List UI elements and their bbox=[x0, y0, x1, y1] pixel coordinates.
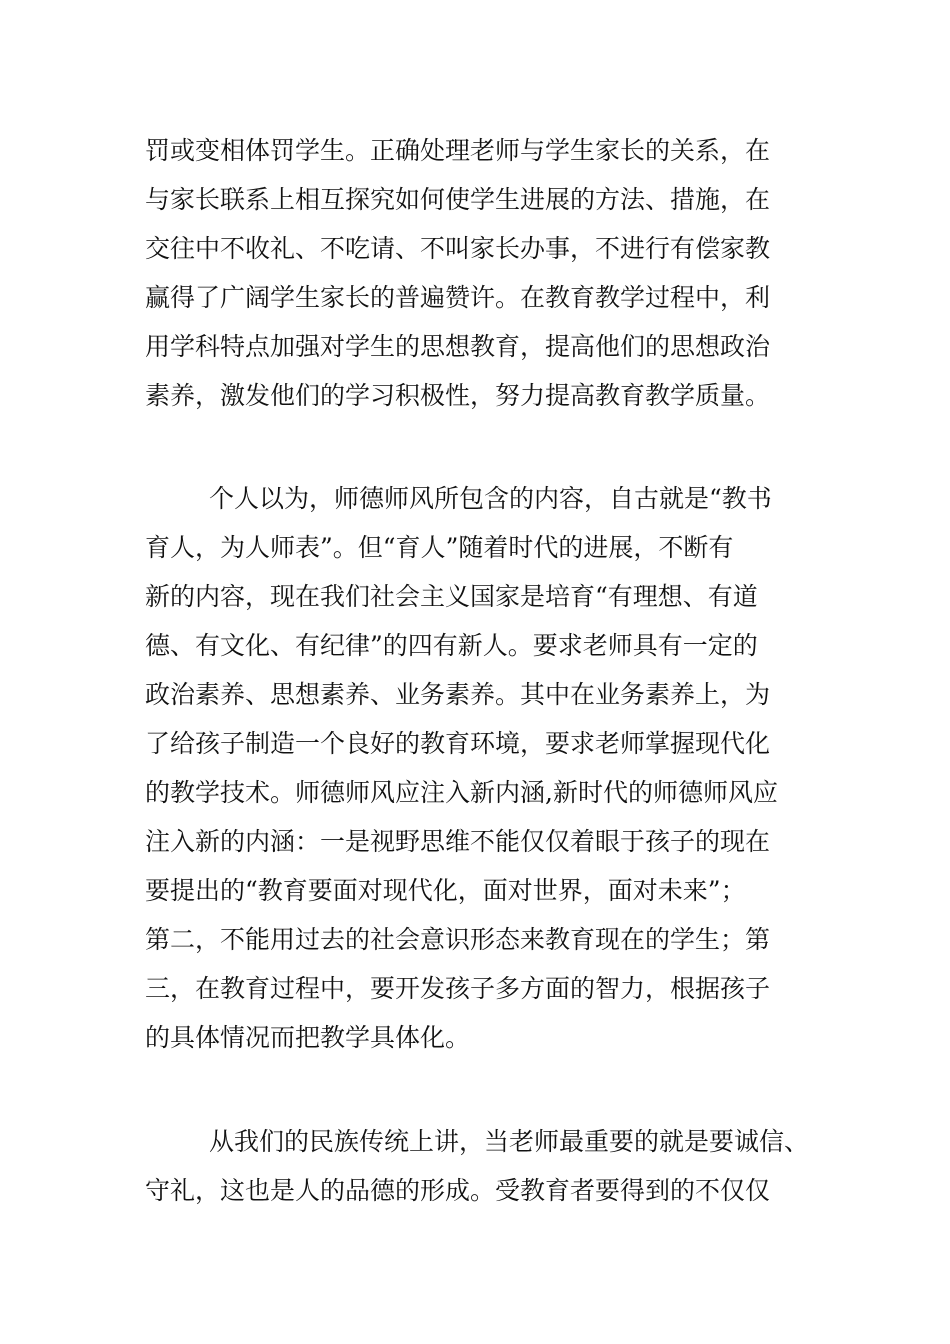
text-line: 第二，不能用过去的社会意识形态来教育现在的学生；第 bbox=[145, 925, 771, 954]
text-line: 育人，为人师表”。但“育人”随着时代的进展，不断有 bbox=[145, 533, 734, 562]
text-line: 了给孩子制造一个良好的教育环境，要求老师掌握现代化 bbox=[145, 729, 771, 758]
text-line: 赢得了广阔学生家长的普遍赞许。在教育教学过程中，利 bbox=[145, 283, 771, 312]
text-line: 三，在教育过程中，要开发孩子多方面的智力，根据孩子 bbox=[145, 974, 771, 1003]
text-line: 守礼，这也是人的品德的形成。受教育者要得到的不仅仅 bbox=[145, 1176, 771, 1205]
text-line: 从我们的民族传统上讲，当老师最重要的就是要诚信、 bbox=[209, 1127, 810, 1156]
text-line: 的教学技术。师德师风应注入新内涵,新时代的师德师风应 bbox=[145, 778, 778, 807]
text-line: 的具体情况而把教学具体化。 bbox=[145, 1023, 471, 1052]
text-line: 与家长联系上相互探究如何使学生进展的方法、措施，在 bbox=[145, 185, 771, 214]
text-line: 交往中不收礼、不吃请、不叫家长办事，不进行有偿家教 bbox=[145, 234, 771, 263]
text-line: 注入新的内涵：一是视野思维不能仅仅着眼于孩子的现在 bbox=[145, 827, 771, 856]
text-line: 素养，激发他们的学习积极性，努力提高教育教学质量。 bbox=[145, 381, 771, 410]
paragraph-1 bbox=[145, 126, 815, 420]
text-line: 个人以为，师德师风所包含的内容，自古就是“教书 bbox=[209, 484, 772, 513]
text-line: 用学科特点加强对学生的思想教育，提高他们的思想政治 bbox=[145, 332, 771, 361]
text-line: 要提出的“教育要面对现代化，面对世界，面对未来”； bbox=[145, 876, 746, 905]
text-line: 新的内容，现在我们社会主义国家是培育“有理想、有道 bbox=[145, 582, 758, 611]
paragraph-3 bbox=[145, 1117, 815, 1215]
text-line: 政治素养、思想素养、业务素养。其中在业务素养上，为 bbox=[145, 680, 771, 709]
text-line: 罚或变相体罚学生。正确处理老师与学生家长的关系，在 bbox=[145, 136, 771, 165]
text-line: 德、有文化、有纪律”的四有新人。要求老师具有一定的 bbox=[145, 631, 758, 660]
paragraph-2 bbox=[145, 474, 815, 1062]
